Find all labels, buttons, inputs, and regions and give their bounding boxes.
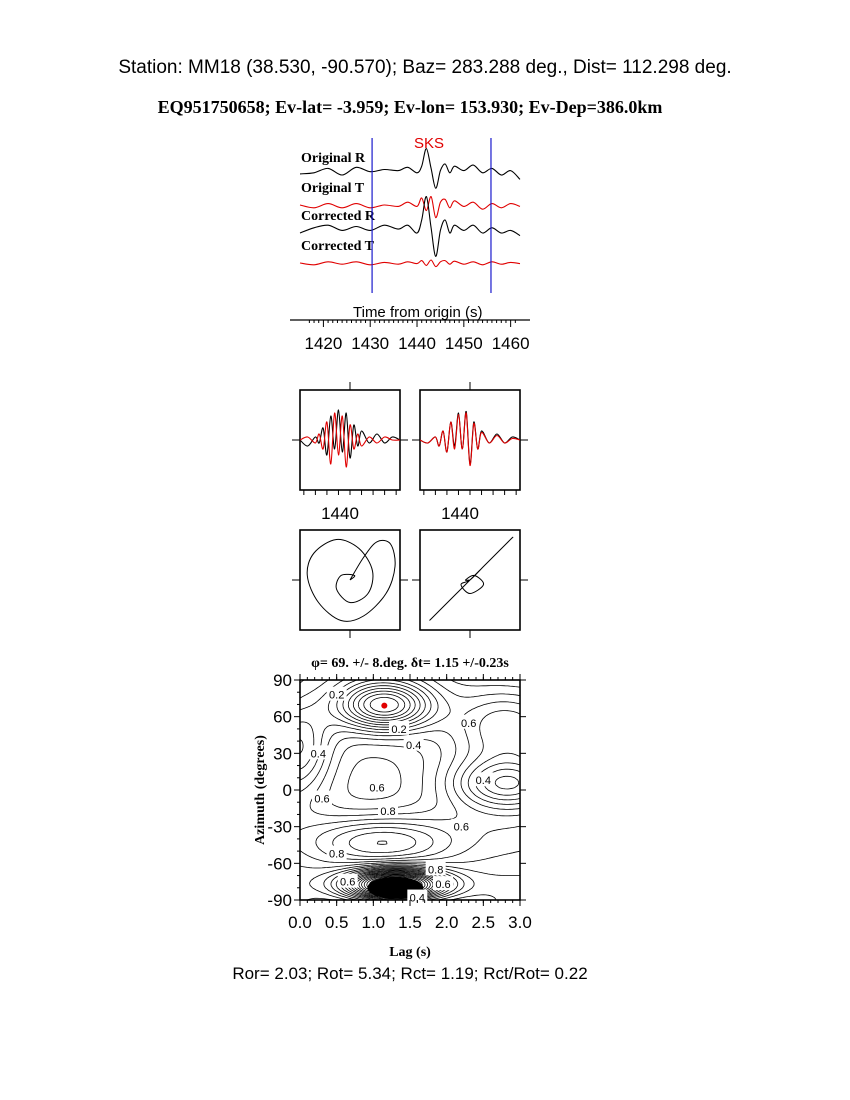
- contour-label: 0.6: [461, 717, 477, 730]
- contour-label: 0.4: [310, 748, 326, 761]
- lag-tick-label: 2.5: [471, 913, 496, 932]
- contour-title: φ= 69. +/- 8.deg. δt= 1.15 +/-0.23s: [311, 656, 509, 671]
- waveform-comparison-panels: [292, 382, 528, 523]
- time-tick-label: 1430: [351, 334, 390, 353]
- time-tick-label: 1440: [398, 334, 436, 353]
- lag-axis-label: Lag (s): [389, 945, 431, 960]
- misfit-contour-plot: [253, 656, 532, 960]
- waveform-original-T: [300, 413, 400, 467]
- azimuth-tick-label: -60: [267, 854, 292, 874]
- trace-corrected-t: [300, 260, 520, 267]
- best-fit-marker: [381, 703, 387, 709]
- contour-label: 0.2: [391, 723, 407, 736]
- time-tick-label: 1460: [491, 334, 530, 353]
- lag-tick-label: 3.0: [508, 913, 532, 932]
- particle-motion-trace-original: [307, 539, 395, 621]
- waveform-panel-original: [300, 390, 400, 490]
- event-header: EQ951750658; Ev-lat= -3.959; Ev-lon= 153.930; Ev-Dep=386.0km: [157, 97, 663, 117]
- trace-label: Corrected R: [301, 209, 375, 224]
- lag-tick-label: 2.0: [434, 913, 459, 932]
- particle-motion-panels: [292, 530, 528, 638]
- azimuth-tick-label: 60: [273, 707, 292, 727]
- phase-label: SKS: [414, 135, 445, 152]
- contour-label: 0.6: [435, 879, 451, 892]
- contour-label: 0.8: [428, 864, 444, 877]
- contour-label: 0.4: [475, 775, 491, 788]
- waveform-tick-label: 1440: [441, 504, 479, 523]
- lag-tick-label: 1.0: [361, 913, 386, 932]
- contour-label: 0.6: [340, 876, 356, 889]
- contour-label: 0.6: [369, 782, 385, 795]
- azimuth-tick-label: 0: [282, 781, 292, 800]
- azimuth-tick-label: -30: [267, 817, 292, 837]
- time-axis-label: Time from origin (s): [353, 304, 483, 321]
- trace-label: Original R: [301, 151, 366, 166]
- azimuth-axis-label: Azimuth (degrees): [253, 735, 268, 845]
- contour-label: 0.6: [314, 793, 330, 806]
- lag-tick-label: 0.5: [324, 913, 349, 932]
- azimuth-tick-label: 90: [273, 671, 292, 690]
- contour-label: 0.2: [329, 689, 345, 702]
- lag-tick-label: 0.0: [288, 913, 312, 932]
- particle-motion-trace-corrected: [430, 537, 513, 620]
- time-tick-label: 1420: [304, 334, 343, 353]
- waveform-panel-corrected: [420, 390, 520, 490]
- contour-label: 0.4: [406, 739, 422, 752]
- waveform-corrected-T: [420, 413, 520, 466]
- seismogram-panel: [290, 135, 530, 353]
- contour-label: 0.8: [329, 848, 345, 861]
- contour-label: 0.6: [453, 821, 469, 834]
- waveform-original-R: [300, 410, 400, 458]
- time-tick-label: 1450: [444, 334, 483, 353]
- waveform-tick-label: 1440: [321, 504, 359, 523]
- lag-tick-label: 1.5: [398, 913, 422, 932]
- station-header: Station: MM18 (38.530, -90.570); Baz= 283.288 deg., Dist= 112.298 deg.: [118, 57, 732, 78]
- waveform-corrected-R: [420, 411, 520, 464]
- azimuth-tick-label: -90: [267, 891, 292, 910]
- contour-label: 0.4: [409, 892, 425, 905]
- trace-label: Corrected T: [301, 239, 374, 254]
- azimuth-tick-label: 30: [273, 744, 292, 764]
- trace-label: Original T: [301, 181, 365, 196]
- contour-label: 0.8: [380, 805, 396, 818]
- ratios-footer: Ror= 2.03; Rot= 5.34; Rct= 1.19; Rct/Rot= 0.22: [232, 964, 588, 983]
